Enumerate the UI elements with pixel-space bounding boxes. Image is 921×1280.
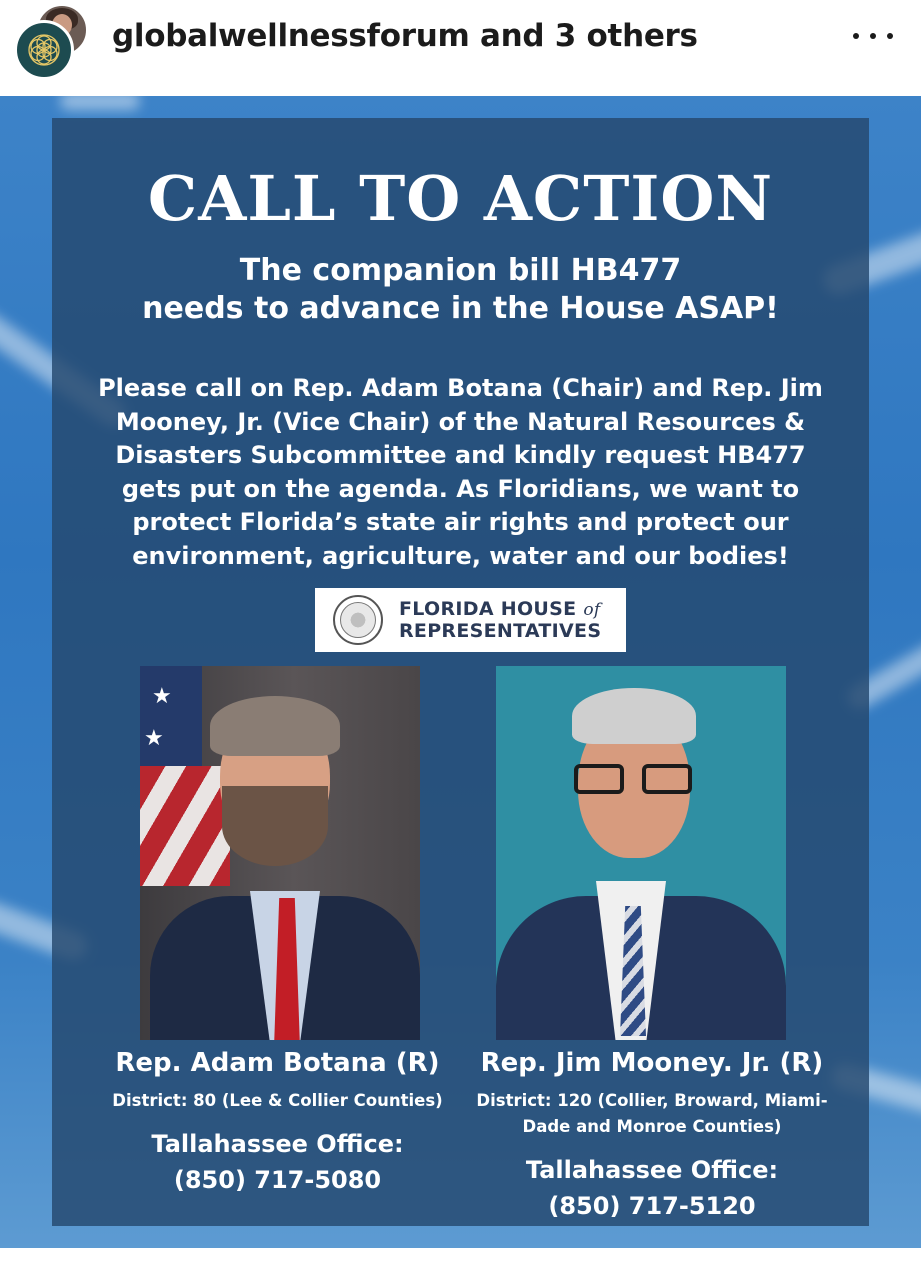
state-seal-icon <box>333 595 383 645</box>
collaborators-link[interactable]: and 3 others <box>480 18 698 54</box>
post-footer-strip <box>0 1248 921 1280</box>
more-dot <box>870 33 876 39</box>
beard <box>222 786 328 866</box>
flag <box>140 666 202 766</box>
rep-mooney-name: Rep. Jim Mooney. Jr. (R) <box>480 1048 824 1078</box>
flower-of-life-icon <box>24 30 64 70</box>
flyer-subtitle <box>52 252 869 328</box>
post-header <box>0 0 921 96</box>
office-label: Tallahassee Office: <box>151 1130 404 1158</box>
hair <box>572 688 696 744</box>
body-line: protect Florida’s state air rights and protect our <box>132 508 789 536</box>
house-logo-line1: FLORIDA HOUSE <box>399 597 577 620</box>
body-line: gets put on the agenda. As Floridians, we want to <box>121 474 800 503</box>
house-logo-text <box>399 599 601 642</box>
flyer-body <box>82 372 839 573</box>
star-icon: ★ <box>144 726 164 751</box>
flyer-title: CALL TO ACTION <box>147 162 774 235</box>
phone-number: (850) 717-5120 <box>548 1192 756 1220</box>
flyer-panel <box>52 118 869 1226</box>
account-avatar[interactable] <box>14 20 74 80</box>
body-line: Please call on Rep. Adam Botana (Chair) and Rep. Jim <box>98 374 823 402</box>
office-label: Tallahassee Office: <box>525 1156 779 1184</box>
florida-house-logo <box>315 588 626 652</box>
account-name[interactable]: globalwellnessforum <box>112 18 470 54</box>
rep-mooney-office <box>462 1152 842 1224</box>
sky-streak <box>60 96 140 110</box>
rep-botana-photo <box>140 666 420 1040</box>
flag-stripes <box>140 766 230 886</box>
rep-mooney-district <box>462 1088 842 1140</box>
collab-avatars[interactable] <box>14 4 86 76</box>
rep-botana-name: Rep. Adam Botana (R) <box>115 1048 440 1078</box>
more-dot <box>887 33 893 39</box>
district-line: District: 120 (Collier, Broward, Miami- <box>476 1091 828 1110</box>
glasses-icon <box>572 764 696 798</box>
more-horizontal-icon <box>853 33 859 39</box>
body-line: environment, agriculture, water and our bodies! <box>132 541 789 570</box>
subtitle-line: The companion bill HB477 <box>239 253 682 288</box>
rep-mooney-photo <box>496 666 786 1040</box>
phone-number: (850) 717-5080 <box>173 1166 382 1194</box>
more-options-button[interactable] <box>853 22 893 50</box>
body-line: Mooney, Jr. (Vice Chair) of the Natural Resources & <box>115 407 806 436</box>
house-logo-line2: REPRESENTATIVES <box>399 619 602 642</box>
district-line: Dade and Monroe Counties) <box>522 1117 782 1136</box>
post-author-line <box>112 18 698 54</box>
star-icon: ★ <box>152 684 172 709</box>
rep-botana-office <box>90 1126 465 1198</box>
hair <box>210 696 340 756</box>
subtitle-line: needs to advance in the House ASAP! <box>142 291 779 326</box>
body-line: Disasters Subcommittee and kindly request HB477 <box>115 441 806 469</box>
post-image[interactable] <box>0 96 921 1248</box>
house-logo-of: of <box>583 599 601 620</box>
rep-botana-district: District: 80 (Lee & Collier Counties) <box>112 1091 443 1110</box>
